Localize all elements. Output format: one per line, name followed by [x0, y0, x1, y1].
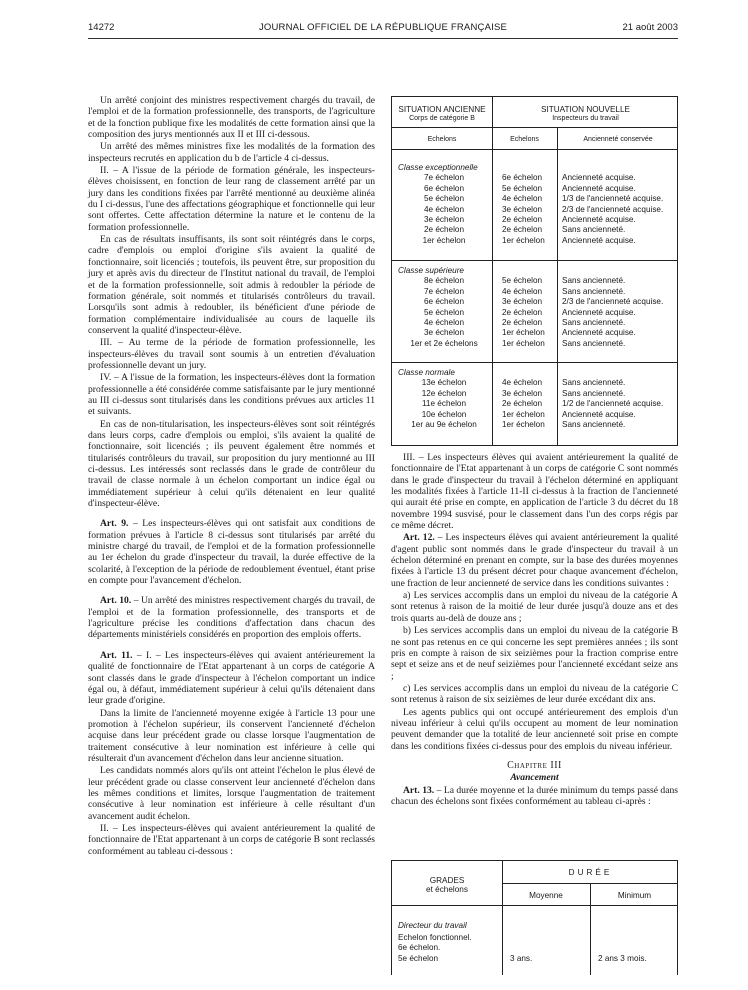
header-new: [492, 105, 679, 123]
anciennete-cell: Sans ancienneté.: [562, 420, 626, 429]
new-echelon-cell: 5e échelon: [502, 276, 543, 286]
anciennete-cell: Ancienneté acquise.: [562, 409, 636, 419]
table-rule: [392, 905, 677, 906]
anciennete-cell: Ancienneté acquise.: [562, 328, 636, 338]
paragraph-text: III. – Au terme de la période de formation professionnelle, les inspecteurs-élèves du travail sont soumis à un entretien d'évaluation professionnelle devant un jury.: [88, 337, 375, 371]
grades-sublabel: et échelons: [426, 885, 468, 894]
new-echelon-cell: 2e échelon: [502, 225, 543, 235]
table-rule: [392, 127, 677, 128]
paragraph-text: En cas de résultats insuffisants, ils sont soit réintégrés dans le corps, cadre d'emplois ou emploi d'origine s'ils avaient la qualité de fonctionnaire, soit licenciés ; toutefois, ils peuvent être, sur proposition du jury et après avis du directeur de l'Institut national du travail, de l'emploi et de la formation professionnelle, soit admis à redoubler la période de formation générale, soit nommés et titularisés contrôleurs du travail. Lorsqu'ils sont admis à redoubler, ils bénéficient d'une période de formation complémentaire individualisée au cours de laquelle ils conservent la qualité d'inspecteur-élève.: [88, 234, 375, 336]
header-old: [392, 105, 492, 123]
anciennete-cell: Ancienneté acquise.: [562, 235, 636, 245]
anciennete-cell: 2/3 de l'ancienneté acquise.: [562, 297, 664, 307]
new-echelon-cell: 2e échelon: [502, 215, 543, 224]
duree-row-label: Echelon fonctionnel.: [398, 933, 472, 942]
old-echelon-cell: 1er et 2e échelons: [410, 338, 478, 348]
new-echelon-cell: 4e échelon: [502, 286, 543, 296]
paragraph: [391, 452, 678, 531]
new-echelon-cell: 1er échelon: [502, 328, 545, 338]
paragraph-text: Les agents publics qui ont occupé antérieurement des emplois d'un niveau inférieur à celui qu'ils occupent au moment de leur nomination peuvent demander que la totalité de leur ancienneté soit prise en compte dans les conditions fixées ci-dessus pour des emplois du niveau inférieur.: [391, 706, 678, 752]
table-group-label: Classe supérieure: [398, 266, 464, 275]
table-group-label: Classe normale: [398, 368, 455, 377]
new-echelon-cell: 4e échelon: [502, 378, 543, 388]
paragraph: [391, 707, 678, 752]
col-header-echelons-old: Echelons: [427, 136, 457, 143]
old-echelon-cell: 7e échelon: [423, 286, 465, 296]
anciennete-cell: Ancienneté acquise.: [562, 215, 636, 224]
paragraph-text: – I. – Les inspecteurs-élèves qui avaient antérieurement la qualité de fonctionnaire de l'Etat appartenant à un corps de catégorie A sont classés dans le grade d'inspecteur à l'échelon comportant un indice égal ou, à défaut, immédiatement supérieur à celui qu'ils détenaient dans leur grade d'origine.: [88, 649, 375, 707]
header-old-title: SITUATION ANCIENNE: [398, 105, 486, 114]
anciennete-cell: Sans ancienneté.: [562, 318, 626, 327]
journal-title: JOURNAL OFFICIEL DE LA RÉPUBLIQUE FRANÇAISE: [258, 22, 508, 33]
duree-table: [391, 860, 678, 975]
paragraph: [88, 141, 375, 164]
paragraph: [88, 419, 375, 510]
old-echelon-cell: 6e échelon: [423, 297, 465, 307]
new-echelon-cell: 3e échelon: [502, 388, 543, 398]
header-new-subtitle: Inspecteurs du travail: [552, 115, 619, 122]
paragraph: [88, 595, 375, 640]
header-old-subtitle: Corps de catégorie B: [409, 115, 475, 122]
article-number: Art. 9.: [100, 518, 129, 530]
new-echelon-cell: 1er échelon: [502, 235, 545, 245]
article-number: Art. 11.: [100, 649, 133, 661]
paragraph: [88, 518, 375, 586]
old-echelon-cell: 4e échelon: [423, 318, 465, 327]
anciennete-cell: Sans ancienneté.: [562, 225, 626, 235]
anciennete-cell: Ancienneté acquise.: [562, 307, 636, 317]
duree-row-label: 5e échelon: [398, 953, 439, 963]
paragraph: [391, 625, 678, 682]
col-header-grades: [392, 876, 502, 894]
old-echelon-cell: 10e échelon: [421, 409, 467, 419]
new-echelon-cell: 3e échelon: [502, 204, 543, 214]
table-divider: [502, 861, 503, 975]
paragraph-text: – Un arrêté des ministres respectivement chargés du travail, de l'emploi et de la formation professionnelle, des transports et de l'agriculture précise les conditions d'affectation dans chacun des départements ministériels considérés en proportion des emplois offerts.: [88, 595, 376, 641]
col-header-minimum: Minimum: [617, 891, 652, 900]
paragraph: [88, 765, 375, 822]
article-number: Art. 10.: [100, 595, 132, 607]
new-echelon-cell: 5e échelon: [502, 183, 543, 193]
paragraph: [88, 165, 375, 233]
col-header-anciennete: Ancienneté conservée: [583, 136, 653, 143]
anciennete-cell: Sans ancienneté.: [562, 338, 626, 348]
anciennete-cell: Ancienneté acquise.: [562, 183, 636, 193]
paragraph: [391, 590, 678, 624]
col-header-duree: DURÉE: [568, 868, 613, 877]
old-echelon-cell: 3e échelon: [423, 215, 465, 224]
paragraph-text: Un arrêté conjoint des ministres respectivement chargés du travail, de l'emploi et de la formation professionnelle, des transports, de l'agriculture et de la fonction publique fixe les modalités de cette formation ainsi que la composition des jurys mentionnés aux II et III ci-dessous.: [88, 95, 375, 141]
new-echelon-cell: 1er échelon: [502, 338, 545, 348]
paragraph: [88, 234, 375, 336]
old-echelon-cell: 1er au 9e échelon: [411, 420, 477, 429]
old-echelon-cell: 5e échelon: [423, 194, 465, 204]
paragraph: [391, 532, 678, 589]
paragraph-text: c) Les services accomplis dans un emploi du niveau de la catégorie C sont retenus à raison de six seizièmes de leur durée excédant dix ans.: [391, 682, 678, 706]
table-rule: [502, 883, 677, 884]
paragraph: [88, 95, 375, 140]
paragraph: [88, 708, 375, 765]
paragraph-text: II. – A l'issue de la période de formation générale, les inspecteurs-élèves choisissent, en fonction de leur rang de classement arrêté par un jury dans les conditions fixées par l'arrêté mentionné au deuxième alinéa du I ci-dessus, l'une des affectations géographique et fonctionnelle qui leur sont offertes. Cette affectation détermine la nature et le contenu de la formation professionnelle.: [88, 165, 375, 233]
chapter-subtitle: Avancement: [510, 772, 559, 784]
col-header-moyenne: Moyenne: [529, 891, 563, 900]
old-echelon-cell: 2e échelon: [423, 225, 465, 235]
paragraph-text: – La durée moyenne et la durée minimum du temps passé dans chacun des échelons sont fixées conformément au tableau ci-après :: [391, 784, 678, 807]
old-echelon-cell: 7e échelon: [423, 173, 465, 183]
new-echelon-cell: 3e échelon: [502, 297, 543, 307]
chapter-title: Chapitre III: [507, 759, 562, 771]
new-echelon-cell: 1er échelon: [502, 420, 545, 429]
paragraph: [88, 337, 375, 371]
left-column: [88, 95, 375, 858]
paragraph-text: IV. – A l'issue de la formation, les inspecteurs-élèves dont la formation professionnelle a été considérée comme satisfaisante par le jury mentionné au III ci-dessus sont titularisés dans les conditions prévues aux articles 11 et suivants.: [88, 372, 375, 418]
table-rule: [392, 260, 677, 261]
paragraph: [391, 683, 678, 706]
paragraph-text: b) Les services accomplis dans un emploi du niveau de la catégorie B ne sont pas retenus en ce qui concerne les sept premières années ; ils sont pris en compte à raison de six seizièmes pour la fraction comprise entre sept et seize ans et de neuf seizièmes pour l'ancienneté excédant seize ans ;: [391, 625, 678, 682]
header-new-title: SITUATION NOUVELLE: [540, 105, 631, 114]
old-echelon-cell: 1er échelon: [422, 235, 466, 245]
anciennete-cell: Ancienneté acquise.: [562, 173, 636, 183]
new-echelon-cell: 2e échelon: [502, 399, 543, 409]
page-header: [88, 22, 678, 36]
old-echelon-cell: 11e échelon: [421, 399, 466, 409]
paragraph-text: Un arrêté des mêmes ministres fixe les modalités de la formation des inspecteurs recrutés en application du b de l'article 4 ci-dessus.: [88, 141, 375, 164]
paragraph: [88, 823, 375, 857]
new-echelon-cell: 2e échelon: [502, 318, 543, 327]
anciennete-cell: Sans ancienneté.: [562, 388, 626, 398]
table-divider: [557, 127, 558, 445]
anciennete-cell: Sans ancienneté.: [562, 276, 626, 286]
table-rule: [392, 149, 677, 150]
table-group-label: Classe exceptionnelle: [398, 163, 478, 172]
old-echelon-cell: 3e échelon: [423, 328, 465, 338]
paragraph: [88, 372, 375, 417]
anciennete-cell: 1/2 de l'ancienneté acquise.: [562, 399, 664, 409]
table-rule: [392, 362, 677, 363]
anciennete-cell: Sans ancienneté.: [562, 286, 626, 296]
new-echelon-cell: 1er échelon: [502, 409, 545, 419]
header-rule: [88, 38, 678, 39]
right-column: [391, 452, 678, 808]
paragraph-text: Dans la limite de l'ancienneté moyenne exigée à l'article 13 pour une promotion à l'échelon supérieur, ils conservent l'ancienneté d'échelon acquise dans leur précédent grade ou classe lorsque l'augmentation de traitement consécutive à leur nomination est inférieure à celle qui résulterait d'un avancement d'échelon dans leur ancienne situation.: [88, 707, 375, 764]
paragraph: [88, 650, 375, 707]
old-echelon-cell: 12e échelon: [421, 388, 467, 398]
paragraph-text: En cas de non-titularisation, les inspecteurs-élèves sont soit réintégrés dans leurs corps, cadre d'emplois ou emploi, s'ils avaient la qualité de fonctionnaire, soit licenciés ; ils peuvent également être nommés et titularisés contrôleurs du travail, sur proposition du jury mentionné au III ci-dessus. Les intéressés sont reclassés dans le grade de contrôleur du travail de classe normale à un échelon comportant un indice égal ou immédiatement supérieur à celui qu'ils détenaient en leur qualité d'inspecteur-élève.: [88, 418, 375, 510]
duree-minimum-cell: 2 ans 3 mois.: [598, 953, 647, 963]
duree-row-label: 6e échelon.: [398, 943, 441, 953]
new-echelon-cell: 6e échelon: [502, 173, 543, 183]
grades-label: GRADES: [429, 876, 465, 885]
paragraph-text: III. – Les inspecteurs élèves qui avaient antérieurement la qualité de fonctionnaire de l'Etat appartenant à un corps de catégorie C sont nommés dans le grade d'inspecteur du travail à l'échelon déterminé en appliquant les modalités fixées à l'article 11-II ci-dessus à la fraction de l'ancienneté qui aurait été prise en compte, en application de l'article 3 du décret du 18 novembre 1994 susvisé, pour le classement dans l'un des corps régis par ce même décret.: [391, 452, 678, 532]
anciennete-cell: 1/3 de l'ancienneté acquise.: [562, 194, 664, 204]
col-header-echelons-new: Echelons: [510, 136, 539, 143]
duree-group-label: Directeur du travail: [398, 921, 467, 930]
old-echelon-cell: 13e échelon: [421, 378, 467, 388]
old-echelon-cell: 4e échelon: [423, 204, 465, 214]
situation-table: [391, 96, 678, 446]
article-number: Art. 13.: [403, 784, 435, 796]
paragraph-text: a) Les services accomplis dans un emploi du niveau de la catégorie A sont retenus à raison de la moitié de leur durée jusqu'à douze ans et des trois quarts au-delà de douze ans ;: [391, 590, 678, 624]
paragraph-text: – Les inspecteurs élèves qui avaient antérieurement la qualité d'agent public sont nommés dans le grade d'inspecteur du travail à un échelon déterminé en prenant en compte, sur la base des durées moyennes fixées à l'article 13 du présent décret pour chaque avancement d'échelon, une fraction de leur ancienneté de service dans les conditions suivantes :: [391, 532, 678, 589]
paragraph-text: II. – Les inspecteurs-élèves qui avaient antérieurement la qualité de fonctionnaire de l'Etat appartenant à un corps de catégorie B sont reclassés conformément au tableau ci-dessous :: [88, 822, 375, 857]
anciennete-cell: 2/3 de l'ancienneté acquise.: [562, 204, 664, 214]
new-echelon-cell: 4e échelon: [502, 194, 543, 204]
duree-moyenne-cell: 3 ans.: [510, 953, 533, 963]
new-echelon-cell: 2e échelon: [502, 307, 543, 317]
anciennete-cell: Sans ancienneté.: [562, 378, 626, 388]
paragraph-text: – Les inspecteurs-élèves qui ont satisfait aux conditions de formation prévues à l'article 8 ci-dessus sont titularisés par arrêté du ministre chargé du travail, de l'emploi et de la formation professionnelle au 1er échelon du grade d'inspecteur du travail, la durée effective de la scolarité, à l'exception de la période de redoublement éventuel, étant prise en compte pour l'avancement d'échelon.: [88, 518, 376, 587]
old-echelon-cell: 8e échelon: [423, 276, 465, 286]
paragraph-text: Les candidats nommés alors qu'ils ont atteint l'échelon le plus élevé de leur précédent grade ou classe conservent leur ancienneté d'échelon dans les mêmes conditions et limites, lorsque l'augmentation de traitement consécutive à leur nomination est inférieure à celle résultant d'un avancement audit échelon.: [88, 765, 375, 822]
paragraph: [391, 785, 678, 808]
old-echelon-cell: 5e échelon: [423, 307, 465, 317]
article-number: Art. 12.: [403, 532, 435, 544]
page-number: 14272: [88, 22, 115, 33]
old-echelon-cell: 6e échelon: [423, 183, 465, 193]
issue-date: 21 août 2003: [622, 22, 678, 33]
